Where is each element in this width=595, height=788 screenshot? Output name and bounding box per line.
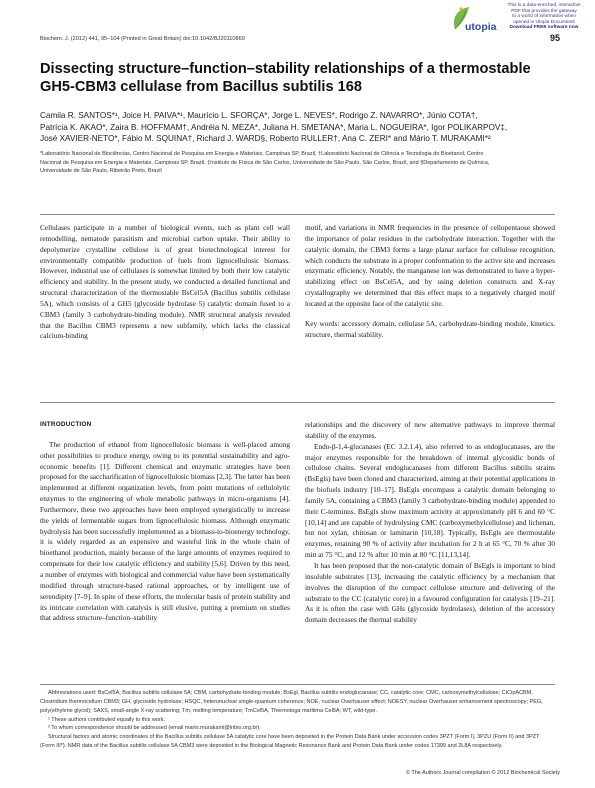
utopia-line: PDF that provides the gateway	[511, 8, 577, 14]
correspondence-footnote: ² To whom correspondence should be addressed (email mario.murakami@lnbio.org.br).	[48, 725, 261, 732]
body-paragraph: relationships and the discovery of new alternative pathways to improve thermal stability of the enzymes.	[305, 420, 555, 440]
body-paragraph: It has been proposed that the non-catalytic domain of BsEgls is important to bind insoluble substrates [13], increasing the catalytic efficiency by a mechanism that involves the disruption of the compact cellulose structure and delivering of the substrate to the CC (catalytic core) in a favoured configuration for catalysis [19–21]. As it is often the case with GHs (glycoside hydrolases), deletion of the accessory domain decreases the thermal stability	[305, 560, 555, 625]
author-line: José XAVIER-NETO*, Fábio M. SQUINA†, Richard J. WARD§, Roberto RULLER†, Ana C. ZERI* and Mário T. MURAKAMI*²	[40, 134, 491, 143]
header-divider	[40, 214, 555, 215]
abstract-text: Cellulases participate in a number of biological events, such as plant cell wall remodelling, nematode parasitism and microbial carbon uptake. Their ability to depolymerize crystalline cellulose is of great biotechnological interest for environmentally compatible production of fuels from lignocellulosic biomass. However, industrial use of cellulases is somewhat limited by both their low catalytic efficiency and stability. In the present study, we conducted a detailed functional and structural characterization of the thermostable BsCel5A (Bacillus subtilis cellulase 5A), which consists of a GH5 (glycoside hydrolase 5) catalytic domain fused to a CBM3 (family 3 carbohydrate-binding module). NMR structural analysis revealed that the Bacillus CBM3 represents a new subfamily, which lacks the classical calcium-binding	[40, 223, 290, 341]
affiliations	[40, 150, 560, 176]
abstract-divider	[40, 402, 555, 403]
footnote-divider	[40, 684, 555, 685]
footnotes	[40, 689, 555, 751]
utopia-line: to a world of information when	[512, 14, 576, 20]
utopia-line: opened in Utopia Documents	[513, 19, 575, 25]
body-paragraph: Endo-β-1,4-glucanases (EC 3.2.1.4), also referred to as endoglucanases, are the major enzymes responsible for the breakdown of internal glycosidic bonds of cellulose chains. Several endoglucanases from different Bacillus subtilis strains (BsEgls) have been cloned and characterized, aiming at their potential applications in the biofuels industry [10–17]. BsEgls encompass a catalytic domain belonging to family 5A, containing a CBM3 (family 3 carbohydrate-binding module) appended to their C-terminus. BsEgls show maximum activity at approximately pH 6 and 60 °C [10,14] and are capable of hydrolysing CMC (carboxymethylcellulose) and lichenan, but not xylan, chitosan or laminarin [10,18]. Typically, BsEgls are thermostable enzymes, retaining 90 % of activity after incubation for 2 h at 65 °C, 70 % after 30 min at 75 °C, and 12 % after 10 min at 80 °C [11,13,14].	[305, 441, 555, 560]
introduction-right-column	[305, 420, 555, 626]
body-paragraph: The production of ethanol from lignocellulosic biomass is well-placed among other possibilities to produce energy, owing to its potential sustainability and agro-economic benefits [1]. Different chemical and enzymatic strategies have been proposed for the saccharification of lignocellulosic biomass [2,3]. The latter has been implemented at different organization levels, from point mutations of cellulolytic enzymes to the engineering of whole metabolic pathways in micro-organisms [4]. Furthermore, these two approaches have been employed synergistically to increase the yields of fermentable sugars from lignocellulosic biomass. Although enzymatic hydrolysis has been successfully implemented as a biomass-to-bioenergy technology, it is widely regarded as an expensive and wasteful link in the whole chain of bioethanol production, mainly because of the large amounts of enzymes required to compensate for their low catalytic efficiency and stability [5,6]. Driven by this need, a number of enzymes with biological and commercial value have been systematically modified through structure-based rational approaches, or by intelligent use of serendipity [7–9]. In spite of these efforts, the molecular basis of protein stability and its intricate correlation with catalysis is still elusive, putting a premium on studies that address structure–function–stability	[40, 439, 290, 623]
abstract-left-column	[40, 223, 290, 342]
abbreviations-footnote: Abbreviations used: BsCel5A, Bacillus subtilis cellulase 5A; CBM, carbohydrate-binding module; BsEgl, Bacillus subtilis endoglucanase; CC, catalytic core; CMC, carboxymethylcellulose; CtCipACBM, Clostridium thermocellum CBM3; GH, glycoside hydrolase; HSQC, heteronuclear single-quantum coherence; NOE, nuclear Overhauser effect; NOESY, nuclear Overhauser enhancement spectroscopy; PEG, poly(ethylene glycol); SAXS, small-angle X-ray scattering; Tm, melting temperature; TmCel5A, Thermotoga maritima Cel5A; WT, wild-type.	[40, 690, 543, 714]
affiliation-line: *Laboratório Nacional de Biociências, Centro Nacional de Pesquisa em Energia e Materiais, Campinas SP, Brazil, †Laboratório Nacional de Ciência e Tecnologia do Bioetanol, Centro	[40, 151, 484, 157]
author-list	[40, 110, 560, 145]
article-title: Dissecting structure–function–stability relationships of a thermostable GH5-CBM3 cellulase from Bacillus subtilis 168	[40, 61, 531, 95]
author-line: Camila R. SANTOS*¹, Joice H. PAIVA*¹, Maurício L. SFORÇA*, Jorge L. NEVES*, Rodrigo Z. NAVARRO*, Júnio COTA†,	[40, 111, 478, 120]
footnote: ¹ These authors contributed equally to this work.	[48, 716, 165, 723]
utopia-badge[interactable]	[447, 3, 593, 41]
keywords: Key words: accessory domain, cellulase 5A, carbohydrate-binding module, kinetics, structure, thermal stability.	[305, 318, 555, 339]
abstract-right-column	[305, 223, 555, 340]
copyright-notice: © The Authors Journal compilation © 2012 Biochemical Society	[405, 770, 560, 776]
introduction-left-column	[40, 420, 290, 624]
journal-citation: Biochem. J. (2012) 441, 95–104 (Printed in Great Britain) doi:10.1042/BJ20110869	[40, 36, 245, 42]
data-deposition-footnote: Structural factors and atomic coordinates of the Bacillus subtilis cellulase 5A catalytic core have been deposited in the Protein Data Bank under accession codes 3PZT (Form I), 3PZU (Form II) and 3PZT (Form III*). NMR data of the Bacillus subtilis cellulase 5A CBM3 were deposited in the Biological Magnetic Resonance Bank and Protein Data Bank under codes 17399 and 2L8A respectively.	[40, 734, 540, 750]
section-heading: INTRODUCTION	[40, 421, 92, 428]
affiliation-line: Universidade de São Paulo, Ribeirão Preto, Brazil	[40, 168, 162, 175]
utopia-promo-text	[497, 3, 591, 31]
abstract-text: motif, and variations in NMR frequencies in the presence of cellopentaose showed the importance of polar residues in the carbohydrate interaction. Together with the catalytic domain, the CBM3 forms a large planar surface for cellulose recognition, which conducts the substrate in a proper conformation to the active site and increases enzymatic efficiency. Notably, the manganese ion was demonstrated to have a hyper-stabilizing effect on BsCel5A, and by using deletion constructs and X-ray crystallography we determined that this effect maps to a negatively charged motif located at the opposite face of the catalytic site.	[305, 223, 555, 308]
utopia-wordmark: utopia	[465, 21, 497, 33]
page-number: 95	[549, 33, 560, 43]
utopia-line: This is a data-enriched, interactive	[507, 3, 581, 8]
utopia-download-link[interactable]: Download FREE software now	[509, 25, 579, 31]
utopia-logo	[447, 5, 497, 35]
author-line: Patrícia K. AKAO*, Zaira B. HOFFMAM†, Andréia N. MEZA*, Juliana H. SMETANA*, Maria L. NOGUEIRA*, Igor POLIKARPOV‡,	[40, 122, 508, 132]
affiliation-line: Nacional de Pesquisa em Energia e Materiais, Campinas SP, Brazil, ‡Instituto de Física de São Carlos, Universidade de São Paulo, São Carlos, Brazil, and §Departamento de Química,	[40, 159, 490, 166]
